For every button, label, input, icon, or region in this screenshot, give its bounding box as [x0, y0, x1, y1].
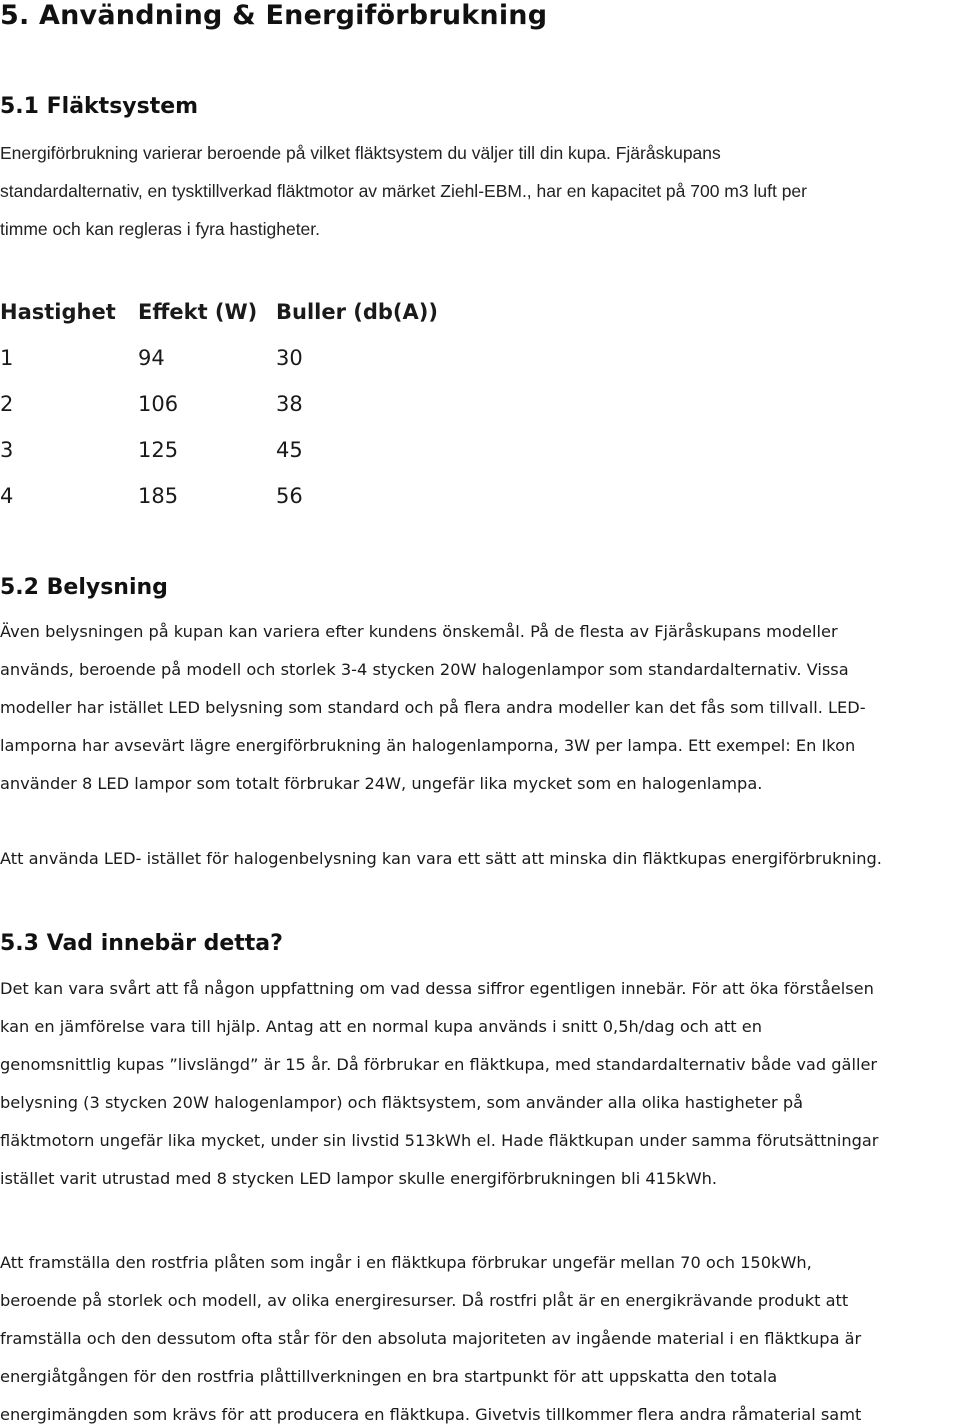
- table-row: [0, 438, 600, 468]
- paragraph-line: används, beroende på modell och storlek 3-4 stycken 20W halogenlampor som standardalternativ. Vissa: [0, 660, 849, 679]
- paragraph-line: fläktmotorn ungefär lika mycket, under sin livstid 513kWh el. Hade fläktkupan under samma förutsättningar: [0, 1131, 879, 1150]
- paragraph-line: Energiförbrukning varierar beroende på vilket fläktsystem du väljer till din kupa. Fjäråskupans: [0, 143, 721, 163]
- paragraph-line: energimängden som krävs för att producera en fläktkupa. Givetvis tillkommer flera andra råmaterial samt: [0, 1405, 862, 1424]
- paragraph-line: modeller har istället LED belysning som standard och på flera andra modeller kan det fås som tillvall. LED-: [0, 698, 866, 717]
- table-cell: 30: [276, 346, 303, 370]
- paragraph-line: använder 8 LED lampor som totalt förbrukar 24W, ungefär lika mycket som en halogenlampa.: [0, 774, 763, 793]
- paragraph-line: istället varit utrustad med 8 stycken LED lampor skulle energiförbrukningen bli 415kWh.: [0, 1169, 718, 1188]
- table-row: [0, 346, 600, 376]
- paragraph-line: Det kan vara svårt att få någon uppfattning om vad dessa siffror egentligen innebär. För att öka förståelsen: [0, 979, 874, 998]
- paragraph-line: standardalternativ, en tysktillverkad fläktmotor av märket Ziehl-EBM., har en kapacitet på 700 m3 luft per: [0, 181, 807, 201]
- paragraph-line: beroende på storlek och modell, av olika energiresurser. Då rostfri plåt är en energikrävande produkt att: [0, 1291, 849, 1310]
- table-cell: 94: [138, 346, 165, 370]
- paragraph-line: genomsnittlig kupas ”livslängd” är 15 år. Då förbrukar en fläktkupa, med standardalternativ både vad gäller: [0, 1055, 878, 1074]
- page-title: 5. Användning & Energiförbrukning: [0, 0, 548, 31]
- paragraph-line: kan en jämförelse vara till hjälp. Antag att en normal kupa används i snitt 0,5h/dag och att en: [0, 1017, 763, 1036]
- table-cell: 1: [0, 346, 14, 370]
- table-row: [0, 392, 600, 422]
- table-cell: 185: [138, 484, 179, 508]
- table-cell: 38: [276, 392, 303, 416]
- section-heading-flaktsystem: 5.1 Fläktsystem: [0, 94, 199, 119]
- column-header: Buller (db(A)): [276, 300, 438, 324]
- paragraph-line: timme och kan regleras i fyra hastigheter.: [0, 219, 321, 239]
- paragraph-line: belysning (3 stycken 20W halogenlampor) och fläktsystem, som använder alla olika hastigheter på: [0, 1093, 804, 1112]
- paragraph-line: lamporna har avsevärt lägre energiförbrukning än halogenlamporna, 3W per lampa. Ett exempel: En Ikon: [0, 736, 856, 755]
- table-cell: 125: [138, 438, 179, 462]
- table-row: [0, 484, 600, 514]
- paragraph-line: framställa och den dessutom ofta står för den absoluta majoriteten av ingående material i en fläktkupa är: [0, 1329, 862, 1348]
- paragraph-line: Även belysningen på kupan kan variera efter kundens önskemål. På de flesta av Fjäråskupans modeller: [0, 622, 838, 641]
- column-header: Effekt (W): [138, 300, 258, 324]
- column-header: Hastighet: [0, 300, 116, 324]
- section-heading-belysning: 5.2 Belysning: [0, 575, 168, 600]
- table-cell: 56: [276, 484, 303, 508]
- table-cell: 3: [0, 438, 14, 462]
- paragraph-line: Att använda LED- istället för halogenbelysning kan vara ett sätt att minska din fläktkupas energiförbrukning.: [0, 849, 882, 868]
- paragraph-line: energiåtgången för den rostfria plåttillverkningen en bra startpunkt för att uppskatta den totala: [0, 1367, 778, 1386]
- table-header-row: [0, 300, 600, 330]
- table-cell: 106: [138, 392, 179, 416]
- table-cell: 2: [0, 392, 14, 416]
- section-heading-vad-innebar-detta: 5.3 Vad innebär detta?: [0, 931, 283, 956]
- table-cell: 4: [0, 484, 14, 508]
- table-cell: 45: [276, 438, 303, 462]
- paragraph-line: Att framställa den rostfria plåten som ingår i en fläktkupa förbrukar ungefär mellan 70 och 150kWh,: [0, 1253, 812, 1272]
